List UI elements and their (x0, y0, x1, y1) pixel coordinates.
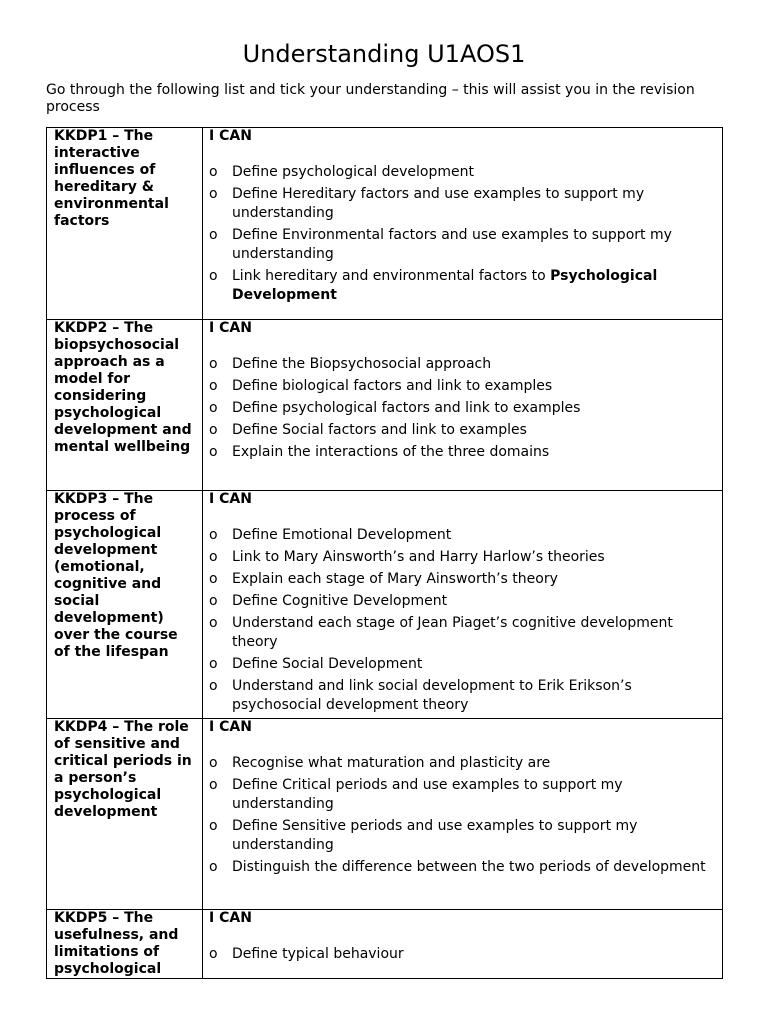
kkdp-label: KKDP4 – The role of sensitive and critical periods in a person’s psychological development (54, 719, 192, 820)
kkdp-cell (47, 128, 203, 320)
bullet-icon: o (209, 164, 218, 180)
bullet-icon: o (209, 818, 218, 834)
table-row (47, 719, 723, 910)
bullet-icon: o (209, 422, 218, 438)
ican-list (203, 945, 722, 964)
ican-cell (203, 320, 723, 491)
list-item: o Link to Mary Ainsworth’s and Harry Harlow’s theories (209, 549, 605, 565)
kkdp-cell (47, 491, 203, 719)
bold-term: Psychological Development (232, 268, 658, 303)
bullet-icon: o (209, 549, 218, 565)
bullet-icon: o (209, 615, 218, 631)
list-item: o Explain the interactions of the three domains (209, 444, 550, 460)
bullet-icon: o (209, 227, 218, 243)
kkdp-cell (47, 320, 203, 491)
bullet-icon: o (209, 527, 218, 543)
list-item: o Distinguish the difference between the two periods of development (209, 859, 706, 875)
bullet-icon: o (209, 400, 218, 416)
ican-list (203, 754, 722, 877)
kkdp-cell (47, 910, 203, 979)
list-item: o Understand and link social development to Erik Erikson’s psychosocial development theory (209, 678, 632, 713)
table-row (47, 491, 723, 719)
table-row (47, 910, 723, 979)
bullet-icon: o (209, 678, 218, 694)
ican-heading: I CAN (209, 491, 252, 507)
list-item: o Define psychological factors and link to examples (209, 400, 581, 416)
bullet-icon: o (209, 356, 218, 372)
table-row (47, 128, 723, 320)
list-item: o Recognise what maturation and plasticity are (209, 755, 551, 771)
kkdp-label: KKDP2 – The biopsychosocial approach as a model for considering psychological development and mental wellbeing (54, 320, 192, 455)
ican-list (203, 526, 722, 715)
kkdp-cell (47, 719, 203, 910)
bullet-icon: o (209, 859, 218, 875)
bullet-icon: o (209, 656, 218, 672)
ican-cell (203, 128, 723, 320)
ican-heading: I CAN (209, 128, 252, 144)
ican-cell (203, 491, 723, 719)
list-item: o Understand each stage of Jean Piaget’s cognitive development theory (209, 615, 673, 650)
bullet-icon: o (209, 186, 218, 202)
kkdp-label: KKDP5 – The usefulness, and limitations of psychological (54, 910, 179, 977)
list-item: o Define Sensitive periods and use examples to support my understanding (209, 818, 638, 853)
bullet-icon: o (209, 755, 218, 771)
intro-text: Go through the following list and tick your understanding – this will assist you in the revision process (46, 82, 695, 115)
bullet-icon: o (209, 444, 218, 460)
bullet-icon: o (209, 946, 218, 962)
list-item: o Define biological factors and link to examples (209, 378, 553, 394)
list-item: o Explain each stage of Mary Ainsworth’s theory (209, 571, 558, 587)
page-title: Understanding U1AOS1 (242, 40, 526, 68)
list-item: o Define Social Development (209, 656, 423, 672)
list-item: o Define Critical periods and use examples to support my understanding (209, 777, 623, 812)
list-item: o Link hereditary and environmental factors to Psychological Development (209, 268, 658, 303)
list-item: o Define typical behaviour (209, 946, 404, 962)
kkdp-label: KKDP1 – The interactive influences of hereditary & environmental factors (54, 128, 169, 229)
ican-cell (203, 910, 723, 979)
list-item: o Define the Biopsychosocial approach (209, 356, 492, 372)
bullet-icon: o (209, 268, 218, 284)
ican-heading: I CAN (209, 719, 252, 735)
list-item: o Define Environmental factors and use examples to support my understanding (209, 227, 672, 262)
ican-list (203, 163, 722, 305)
kkdp-label: KKDP3 – The process of psychological development (emotional, cognitive and social development) over the course of the lifespan (54, 491, 178, 660)
checklist-table (46, 127, 723, 979)
table-row (47, 320, 723, 491)
list-item: o Define psychological development (209, 164, 474, 180)
bullet-icon: o (209, 571, 218, 587)
list-item: o Define Cognitive Development (209, 593, 448, 609)
list-item: o Define Emotional Development (209, 527, 452, 543)
bullet-icon: o (209, 593, 218, 609)
bullet-icon: o (209, 777, 218, 793)
ican-heading: I CAN (209, 320, 252, 336)
ican-list (203, 355, 722, 462)
ican-cell (203, 719, 723, 910)
list-item: o Define Hereditary factors and use examples to support my understanding (209, 186, 645, 221)
list-item: o Define Social factors and link to examples (209, 422, 527, 438)
bullet-icon: o (209, 378, 218, 394)
ican-heading: I CAN (209, 910, 252, 926)
